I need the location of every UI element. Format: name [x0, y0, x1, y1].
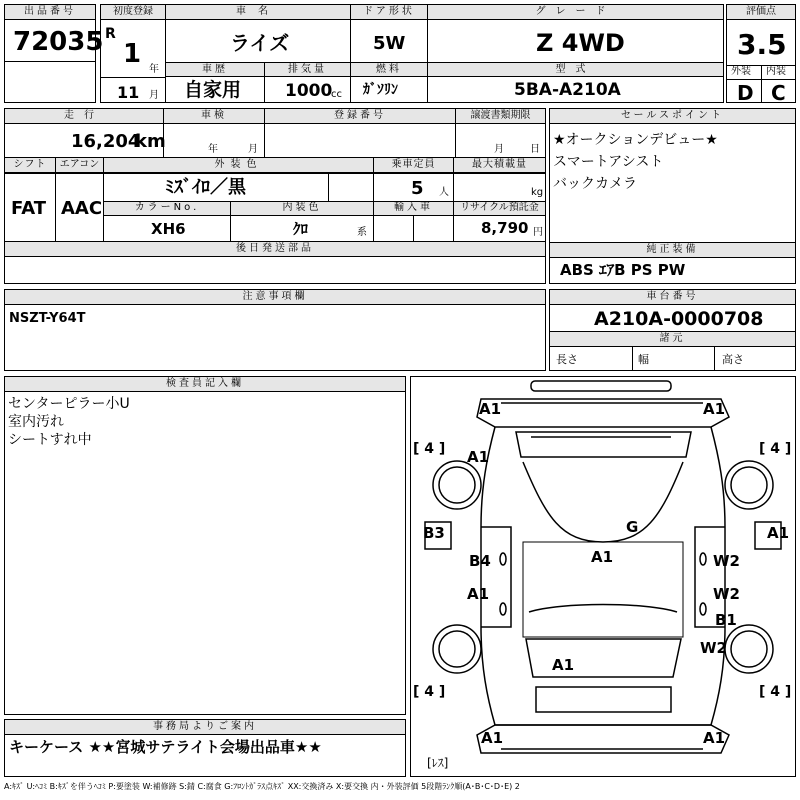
office-box: [4, 719, 406, 777]
import-label: 輸入車: [374, 202, 453, 215]
transfer-day-unit: 日: [530, 144, 540, 155]
score-value: 3.5: [737, 28, 787, 61]
shift-label: シフト: [5, 158, 55, 173]
ext-color-label: 外装色: [104, 158, 373, 173]
transfer-box: [455, 108, 546, 158]
lot-blank-box: [4, 61, 96, 103]
notes-value: NSZT-Y64T: [9, 311, 86, 326]
damage-mark: A1: [591, 548, 614, 566]
history-label: 車歴: [166, 63, 264, 77]
mileage-box: [4, 108, 164, 158]
sales-point-2: スマートアシスト: [553, 154, 664, 170]
interior-label: 内装: [766, 66, 786, 77]
first-registration-box: [100, 4, 166, 103]
shift-value: FAT: [11, 198, 47, 219]
mileage-value: 16,204: [71, 131, 141, 152]
mileage-unit: km: [135, 131, 166, 152]
capacity-value: 5: [411, 178, 424, 199]
capacity-label: 乗車定員: [374, 158, 453, 173]
damage-mark: A1: [479, 400, 502, 418]
damage-mark: B3: [423, 524, 445, 542]
max-load-label: 最大積載量: [454, 158, 545, 173]
fuel-box: [350, 62, 428, 103]
ext-color-value: ﾐｽﾞｲﾛ／黒: [165, 177, 246, 198]
sales-points-box: [549, 108, 796, 243]
interior-grade: C: [771, 81, 786, 105]
grade-value: Z 4WD: [536, 29, 625, 57]
equipment-box: [549, 242, 796, 284]
damage-mark: B1: [715, 611, 737, 629]
notes-box: [4, 289, 546, 371]
damage-mark: B4: [469, 552, 491, 570]
damage-mark: A1: [703, 400, 726, 418]
equipment-label: 純正装備: [550, 243, 795, 258]
damage-mark: G: [626, 518, 639, 536]
legend: A:ｷｽﾞ U:ﾍｺﾐ B:ｷｽﾞを伴うﾍｺﾐ P:要塗装 W:補修跡 S:錆 C:腐食 G:ﾌﾛﾝﾄｶﾞﾗｽ点ｷｽﾞ XX:交換済み X:要交換 内・外装評価 5段階ﾗﾝｸ順(A･B･C･D･E) 2: [4, 782, 520, 791]
score-label: 評価点: [727, 5, 795, 20]
less-label: [ﾚｽ]: [427, 756, 449, 770]
later-parts-label: 後日発送部品: [5, 242, 545, 257]
month-unit: 月: [149, 90, 159, 101]
recycle-label: リサイクル預託金: [454, 202, 545, 215]
transfer-label: 譲渡書類期限: [456, 109, 545, 124]
displacement-label: 排気量: [265, 63, 350, 77]
color-no-label: カラーNo.: [104, 202, 230, 215]
fuel-label: 燃料: [351, 63, 427, 77]
damage-mark: A1: [552, 656, 575, 674]
door-label: ドア形状: [351, 5, 427, 20]
max-load-unit: kg: [531, 187, 544, 198]
lot-number: 72035: [13, 27, 104, 57]
exterior-label: 外装: [731, 66, 751, 77]
year-unit: 年: [149, 64, 159, 75]
car-name-label: 車名: [166, 5, 350, 20]
era-code: R: [105, 26, 116, 42]
aircon-label: エアコン: [56, 158, 103, 173]
inspector-line-1: センターピラー小U: [8, 396, 130, 412]
car-name: ライズ: [230, 31, 290, 55]
registration-number-label: 登録番号: [265, 109, 455, 124]
model-code-box: [427, 62, 724, 103]
inspection-box: [163, 108, 265, 158]
damage-mark: A1: [703, 729, 726, 747]
damage-mark: A1: [767, 524, 790, 542]
fuel-value: ｶﾞｿﾘﾝ: [363, 82, 398, 98]
door-box: [350, 4, 428, 63]
inspector-line-3: シートすれ中: [8, 432, 92, 448]
recycle-value: 8,790: [481, 219, 529, 237]
length-label: 長さ: [556, 353, 578, 366]
displacement-value: 1000: [285, 81, 333, 101]
inspector-line-2: 室内汚れ: [8, 414, 64, 430]
exterior-grade: D: [737, 81, 754, 105]
specs-label: 諸元: [550, 332, 795, 347]
inspector-label: 検査員記入欄: [5, 377, 405, 392]
grade-label: グレード: [428, 5, 723, 20]
model-code: 5BA-A210A: [514, 80, 621, 100]
chassis-label: 車台番号: [550, 290, 795, 305]
chassis-number: A210A-0000708: [594, 308, 764, 330]
registration-number-box: [264, 108, 456, 158]
sales-point-1: ★オークションデビュー★: [553, 132, 718, 148]
car-outline: [411, 377, 795, 776]
int-color-label: 内装色: [231, 202, 373, 215]
displacement-unit: cc: [331, 89, 342, 100]
office-label: 事務局よりご案内: [5, 720, 405, 735]
notes-label: 注意事項欄: [5, 290, 545, 305]
inspection-year-unit: 年: [208, 144, 218, 155]
tire-rear-left: [ 4 ]: [413, 684, 446, 700]
height-label: 高さ: [722, 353, 744, 366]
damage-mark: W2: [713, 585, 740, 603]
sales-points-label: セールスポイント: [550, 109, 795, 124]
office-value: キーケース ★★宮城サテライト会場出品車★★: [9, 738, 322, 756]
damage-mark: A1: [467, 448, 490, 466]
damage-mark: A1: [467, 585, 490, 603]
damage-mark: W2: [700, 639, 727, 657]
later-parts-box: [4, 241, 546, 284]
chassis-box: [549, 289, 796, 371]
damage-mark: W2: [713, 552, 740, 570]
history-box: [165, 62, 265, 103]
damage-diagram: [410, 376, 796, 777]
registration-month: 11: [117, 83, 140, 102]
tire-front-left: [ 4 ]: [413, 441, 446, 457]
lot-number-box: [4, 4, 104, 62]
capacity-unit: 人: [439, 187, 449, 198]
door-type: 5W: [373, 33, 406, 54]
model-code-label: 型式: [428, 63, 723, 77]
registration-year: 1: [123, 39, 142, 69]
inspector-box: [4, 376, 406, 715]
transfer-month-unit: 月: [494, 144, 504, 155]
aircon-value: AAC: [61, 198, 103, 219]
recycle-unit: 円: [533, 227, 543, 238]
sales-point-3: バックカメラ: [553, 176, 637, 192]
int-color-unit: 系: [357, 227, 367, 238]
history-value: 自家用: [184, 79, 242, 101]
equipment-value: ABS ｴｱB PS PW: [560, 261, 686, 279]
spec-block: [4, 157, 546, 242]
first-registration-label: 初度登録: [101, 5, 165, 20]
displacement-box: [264, 62, 351, 103]
inspection-month-unit: 月: [248, 144, 258, 155]
width-label: 幅: [638, 353, 649, 366]
damage-mark: A1: [481, 729, 504, 747]
mileage-label: 走行: [5, 109, 163, 124]
score-box: [726, 4, 796, 103]
inspection-label: 車検: [164, 109, 264, 124]
grade-box: [427, 4, 724, 63]
lot-number-label: 出品番号: [5, 5, 95, 20]
tire-rear-right: [ 4 ]: [759, 684, 792, 700]
color-no-value: XH6: [151, 220, 186, 238]
int-color-value: ｸﾛ: [293, 220, 309, 238]
tire-front-right: [ 4 ]: [759, 441, 792, 457]
car-name-box: [165, 4, 351, 63]
